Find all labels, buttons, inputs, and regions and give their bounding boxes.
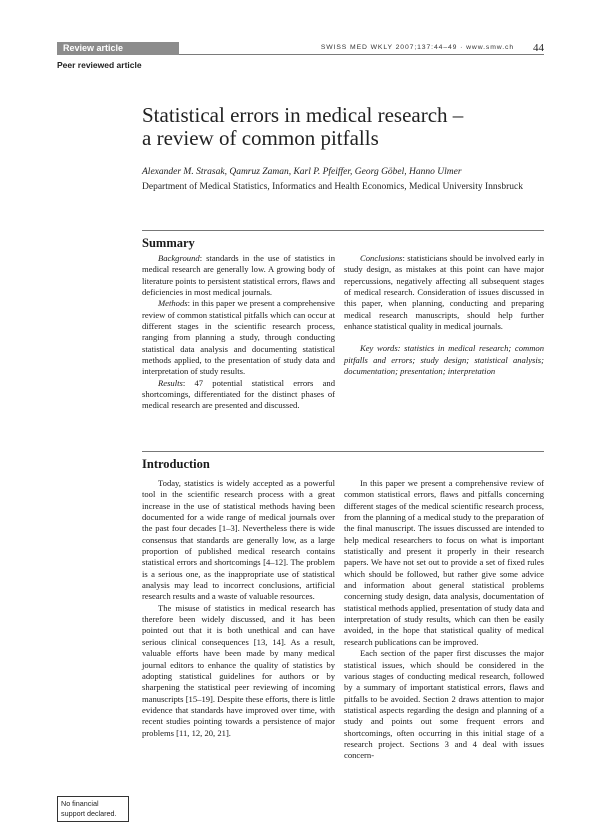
section-label: Review article [57,42,179,55]
title-line-1: Statistical errors in medical research – [142,103,464,127]
introduction-heading: Introduction [142,457,210,471]
author-list: Alexander M. Strasak, Qamruz Zaman, Karl P. Pfeiffer, Georg Göbel, Hanno Ulmer [142,167,462,177]
summary-conclusions [344,253,544,332]
results-label: Results [158,377,183,388]
summary-column-right [344,253,544,377]
conclusions-label: Conclusions [360,253,403,263]
intro-paragraph-3: In this paper we present a comprehensive review of common statistical errors, flaws and pitfalls concerning different stages of the medical scientific research process, from the planning of a medical study to the preparation of the final manuscript. The issues discussed are intended to help medical researchers to focus on what is important statistically and present it properly in their research papers. We have not set out to provide a set of fixed rules which should be followed, but rather give some advice and information about general statistical problems concerning study design, data analysis, documentation of statistical methods applied, presentation of study data and interpretation of study results, which can then be easily avoided, in the hope that statistical quality of medical research publications can be improved. [344,478,544,647]
methods-label: Methods [158,298,188,309]
keywords-text: statistics in medical research; common pitfalls and errors; study design; statistical analysis; documentation; presentation; interpretation [344,343,545,377]
header-rule [179,54,544,55]
background-text: : standards in the use of statistics in medical research are generally low. A growing body of literature points to persistent statistical errors, flaws and deficiencies in most medical journals. [142,253,335,298]
intro-paragraph-2: The misuse of statistics in medical research has therefore been widely discussed, and it has been pointed out that it is both unethical and can have serious clinical consequences [13, 14]. As a result, valuable efforts have been made by many medical journal editors to enhance the quality of statistics by adopting statistical guidelines for authors or by sharpening the statistical peer reviewing of incoming manuscripts [15–19]. Despite these efforts, there is little evidence that standards have improved over time, with recent studies pointing towards a persistence of major problems [11, 12, 20, 21]. [142,602,335,738]
summary-rule [142,230,544,231]
keywords-label: Key words: [360,343,401,354]
results-text: : 47 potential statistical errors and shortcomings, differentiated for the distinct phases of medical research are presented and discussed. [142,377,335,411]
summary-background [142,253,335,298]
introduction-column-right [344,478,544,762]
journal-reference: SWISS MED WKLY 2007;137:44–49 · www.smw.ch [320,44,514,51]
methods-text: : in this paper we present a comprehensive review of common statistical pitfalls which can occur at different stages in the scientific research process, ranging from planning a study, through conducting statistical data analysis and documenting statistical methods applied, to the presentation of study data and interpretation of study results. [142,298,335,377]
summary-keywords [344,343,544,377]
peer-reviewed-label: Peer reviewed article [57,60,142,70]
summary-methods [142,298,335,377]
page-number: 44 [533,42,544,54]
funding-note-line-1: No financial [61,799,99,808]
intro-paragraph-4: Each section of the paper first discusses the major statistical issues, which should be considered in the various stages of conducting medical research, followed by a summary of important statistical errors, flaws and pitfalls to be avoided. Section 2 draws attention to major statistical aspects regarding the design and planning of a study and points out some frequent errors and shortcomings, often occurring in this initial stage of a research project. Sections 3 and 4 deal with issues concern- [344,648,544,761]
article-title [142,104,562,150]
funding-note [57,796,129,822]
intro-paragraph-1: Today, statistics is widely accepted as a powerful tool in the scientific research process with a great increase in the use of statistical methods having been documented for a wide range of medical journals over the past four decades [1–3]. Nevertheless there is wide consensus that standards are generally low, as a large proportion of published medical research contains statistical errors and shortcomings [4–12]. The problem is a serious one, as the inappropriate use of statistical analysis may lead to incorrect conclusions, artificial research results and a waste of valuable resources. [142,478,335,602]
title-line-2: a review of common pitfalls [142,126,379,150]
introduction-rule [142,451,544,452]
affiliation: Department of Medical Statistics, Informatics and Health Economics, Medical University Innsbruck [142,182,523,192]
conclusions-text: : statisticians should be involved early in study design, as mistakes at this point can have major repercussions, negatively affecting all subsequent stages of medical research. Consideration of issues discussed in this paper, when planning, conducting and preparing medical research manuscripts, should help further enhance statistical quality in medical journals. [344,253,544,332]
summary-results [142,378,335,412]
background-label: Background [158,253,200,263]
summary-heading: Summary [142,236,195,250]
funding-note-line-2: support declared. [61,808,117,818]
summary-column-left [142,253,335,412]
introduction-column-left [142,478,335,739]
